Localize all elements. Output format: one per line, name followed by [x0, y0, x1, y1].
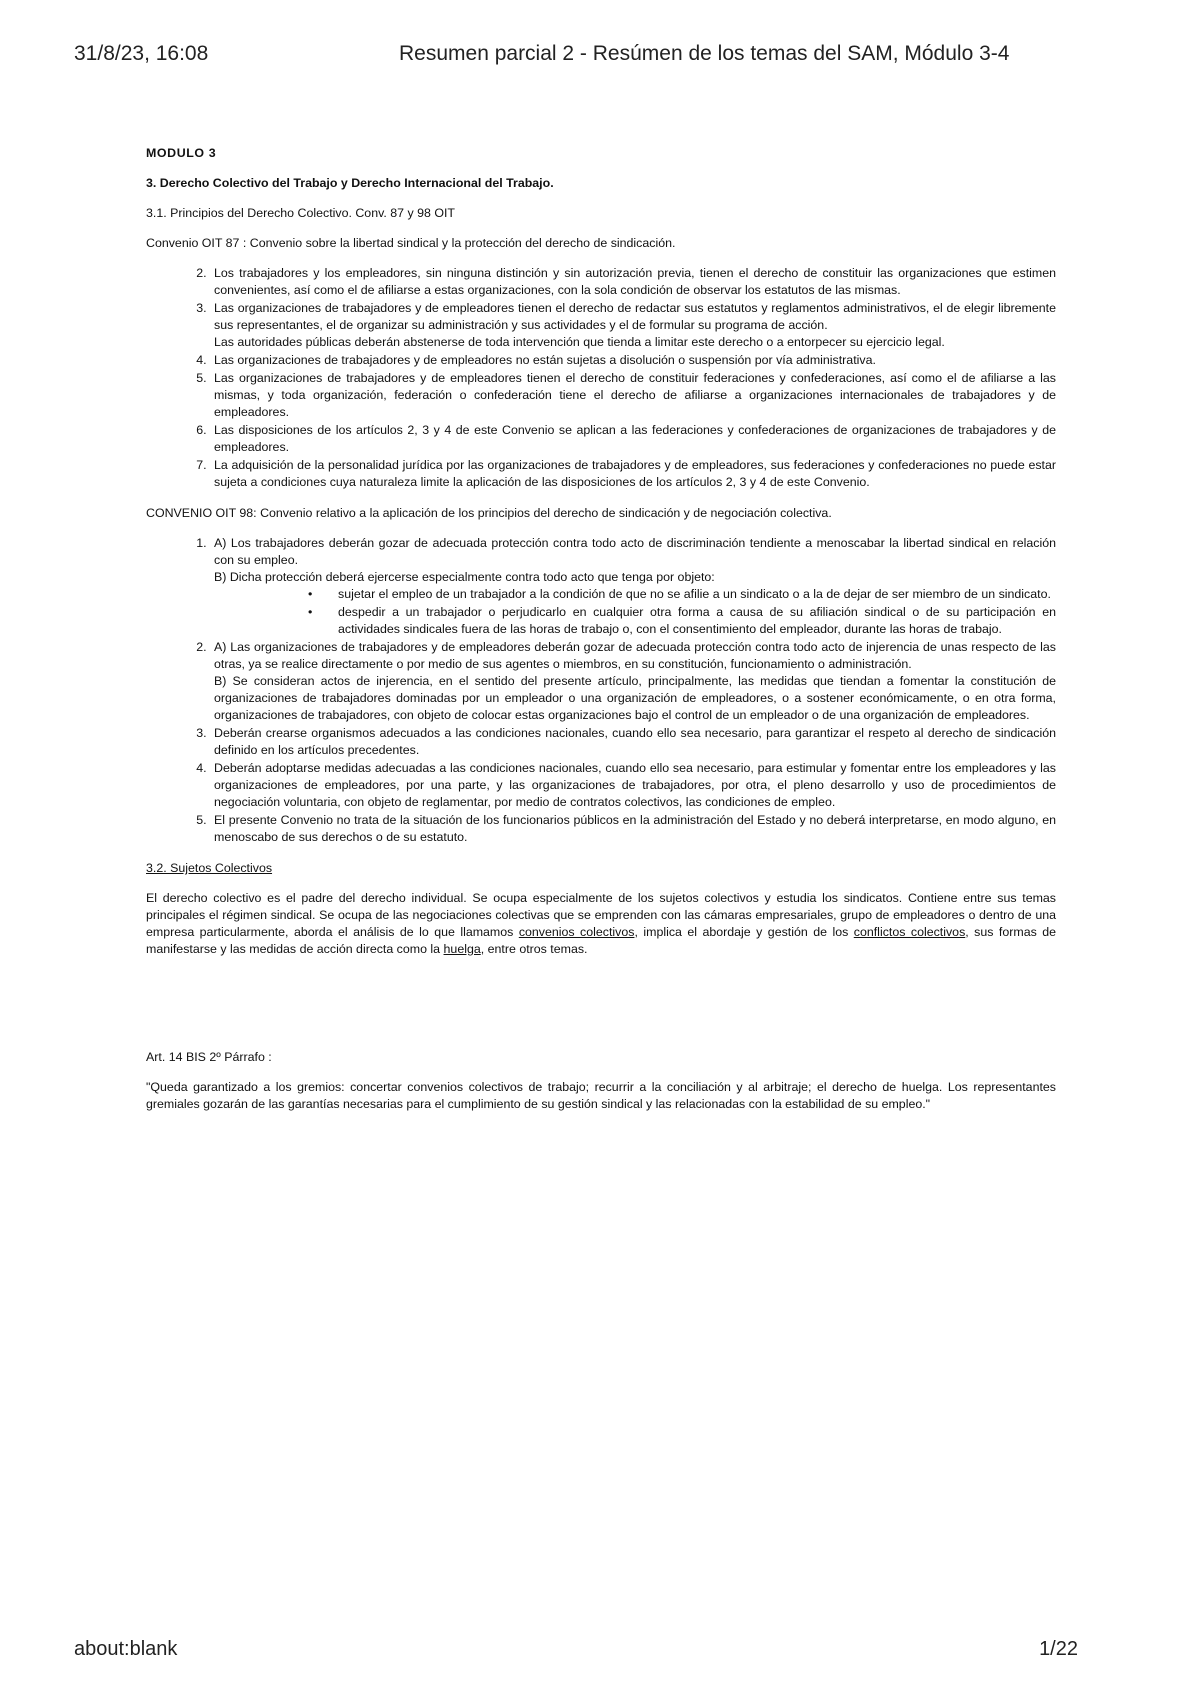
convenio-98-article-1-bullets — [214, 586, 1056, 638]
convenio-98-article: 3. Deberán crearse organismos adecuados a las condiciones nacionales, cuando ello sea necesario, para garantizar el respeto al derecho de sindicación definido en los artículos precedentes. — [210, 725, 1056, 759]
list-item: • despedir a un trabajador o perjudicarlo en cualquier otra forma a causa de su afiliación sindical o de su participación en actividades sindicales fuera de las horas de trabajo o, con el consentimiento del empleador, durante las horas de trabajo. — [338, 604, 1056, 638]
print-url: about:blank — [74, 1638, 178, 1660]
page-number: 1/22 — [1039, 1638, 1078, 1660]
sujetos-text-3: , sus formas de manifestarse y las medidas de acción directa como la — [146, 925, 1057, 956]
convenio-98-article-1a: A) Los trabajadores deberán gozar de adecuada protección contra todo acto de discriminación tendiente a menoscabar la libertad sindical en relación con su empleo. — [214, 536, 1056, 567]
sujetos-text-2: , implica el abordaje y gestión de los — [634, 925, 849, 939]
convenio-98-article-2a: A) Las organizaciones de trabajadores y de empleadores deberán gozar de adecuada protección contra todo acto de injerencia de unas respecto de las otras, ya se realice directamente o por medio de sus agentes o miembros, en su constitución, funcionamiento o administración. — [214, 640, 1056, 671]
convenio-98-articles — [146, 535, 1056, 846]
document-title: Resumen parcial 2 - Resúmen de los temas del SAM, Módulo 3-4 — [399, 42, 1010, 65]
section-heading: 3. Derecho Colectivo del Trabajo y Derecho Internacional del Trabajo. — [146, 176, 554, 190]
subsection-heading-sujetos: 3.2. Sujetos Colectivos — [146, 861, 273, 875]
convenio-87-article: 2. Los trabajadores y los empleadores, sin ninguna distinción y sin autorización previa, tienen el derecho de constituir las organizaciones que estimen convenientes, así como el de afiliarse a estas organizaciones, con la sola condición de observar los estatutos de las mismas. — [210, 265, 1056, 299]
convenio-87-intro: Convenio OIT 87 : Convenio sobre la libertad sindical y la protección del derecho de sindicación. — [146, 236, 676, 250]
sujetos-text-1: El derecho colectivo es el padre del derecho individual. Se ocupa especialmente de los sujetos colectivos y estudia los sindicatos. Contiene entre sus temas principales el régimen sindical. Se ocupa de las negociaciones colectivas que se emprenden con las cámaras empresariales, grupo de empleadores o dentro de una empresa particularmente, aborda el análisis de lo que llamamos — [146, 891, 1056, 939]
convenio-87-article-extra: Las autoridades públicas deberán abstenerse de toda intervención que tienda a limitar este derecho o a entorpecer su ejercicio legal. — [214, 335, 945, 349]
convenio-87-article-text: Las organizaciones de trabajadores y de empleadores tienen el derecho de redactar sus estatutos y reglamentos administrativos, el de elegir libremente sus representantes, el de organizar su administración y sus actividades y el de formular su programa de acción. — [214, 301, 1056, 332]
sujetos-text-4: , entre otros temas. — [480, 942, 588, 956]
huelga-term: huelga — [443, 942, 481, 956]
art-14-bis-heading: Art. 14 BIS 2º Párrafo : — [146, 1050, 272, 1064]
convenio-98-article-1b: B) Dicha protección deberá ejercerse especialmente contra todo acto que tenga por objeto: — [214, 570, 715, 584]
convenio-98-article — [210, 535, 1056, 638]
convenio-98-article — [210, 639, 1056, 724]
convenio-98-article-2b: B) Se consideran actos de injerencia, en el sentido del presente artículo, principalmente, las medidas que tiendan a fomentar la constitución de organizaciones de trabajadores dominadas por un empleador o una organización de empleadores, o a sostener económicamente, o en otra forma, organizaciones de trabajadores, con objeto de colocar estas organizaciones bajo el control de un empleador o de una organización de empleadores. — [214, 674, 1056, 722]
document-body — [146, 145, 1056, 1126]
convenio-98-intro: CONVENIO OIT 98: Convenio relativo a la aplicación de los principios del derecho de sindicación y de negociación colectiva. — [146, 506, 832, 520]
print-datetime: 31/8/23, 16:08 — [74, 42, 209, 65]
print-header — [74, 42, 1126, 82]
print-footer — [74, 1638, 1126, 1668]
conflictos-colectivos-term: conflictos colectivos — [853, 925, 966, 939]
convenio-98-article: 4. Deberán adoptarse medidas adecuadas a las condiciones nacionales, cuando ello sea necesario, para estimular y fomentar entre los empleadores y las organizaciones de empleadores, por una parte, y las organizaciones de trabajadores, por otra, el pleno desarrollo y uso de procedimientos de negociación voluntaria, con objeto de reglamentar, por medio de contratos colectivos, las condiciones de empleo. — [210, 760, 1056, 811]
sujetos-colectivos-paragraph — [146, 890, 1056, 958]
subsection-heading-principios: 3.1. Principios del Derecho Colectivo. Conv. 87 y 98 OIT — [146, 206, 455, 220]
convenio-98-article: 5. El presente Convenio no trata de la situación de los funcionarios públicos en la administración del Estado y no deberá interpretarse, en modo alguno, en menoscabo de sus derechos o de su estatuto. — [210, 812, 1056, 846]
list-item: • sujetar el empleo de un trabajador a la condición de que no se afilie a un sindicato o a la de dejar de ser miembro de un sindicato. — [338, 586, 1056, 603]
convenio-87-article: 4. Las organizaciones de trabajadores y de empleadores no están sujetas a disolución o suspensión por vía administrativa. — [210, 352, 1056, 369]
art-14-bis-quote: "Queda garantizado a los gremios: concertar convenios colectivos de trabajo; recurrir a la conciliación y al arbitraje; el derecho de huelga. Los representantes gremiales gozarán de las garantías necesarias para el cumplimiento de su gestión sindical y las relacionadas con la estabilidad de su empleo." — [146, 1080, 1056, 1111]
convenio-87-article: 7. La adquisición de la personalidad jurídica por las organizaciones de trabajadores y de empleadores, sus federaciones y confederaciones no puede estar sujeta a condiciones cuya naturaleza limite la aplicación de las disposiciones de los artículos 2, 3 y 4 de este Convenio. — [210, 457, 1056, 491]
convenio-87-article: 5. Las organizaciones de trabajadores y de empleadores tienen el derecho de constituir federaciones y confederaciones, así como el de afiliarse a las mismas, y toda organización, federación o confederación tiene el derecho de afiliarse a organizaciones internacionales de trabajadores y de empleadores. — [210, 370, 1056, 421]
module-heading: MODULO 3 — [146, 146, 217, 160]
blank-space — [146, 971, 1056, 1049]
convenios-colectivos-term: convenios colectivos — [518, 925, 635, 939]
convenio-87-article — [210, 300, 1056, 351]
convenio-87-articles — [146, 265, 1056, 491]
convenio-87-article: 6. Las disposiciones de los artículos 2, 3 y 4 de este Convenio se aplican a las federaciones y confederaciones de organizaciones de trabajadores y de empleadores. — [210, 422, 1056, 456]
